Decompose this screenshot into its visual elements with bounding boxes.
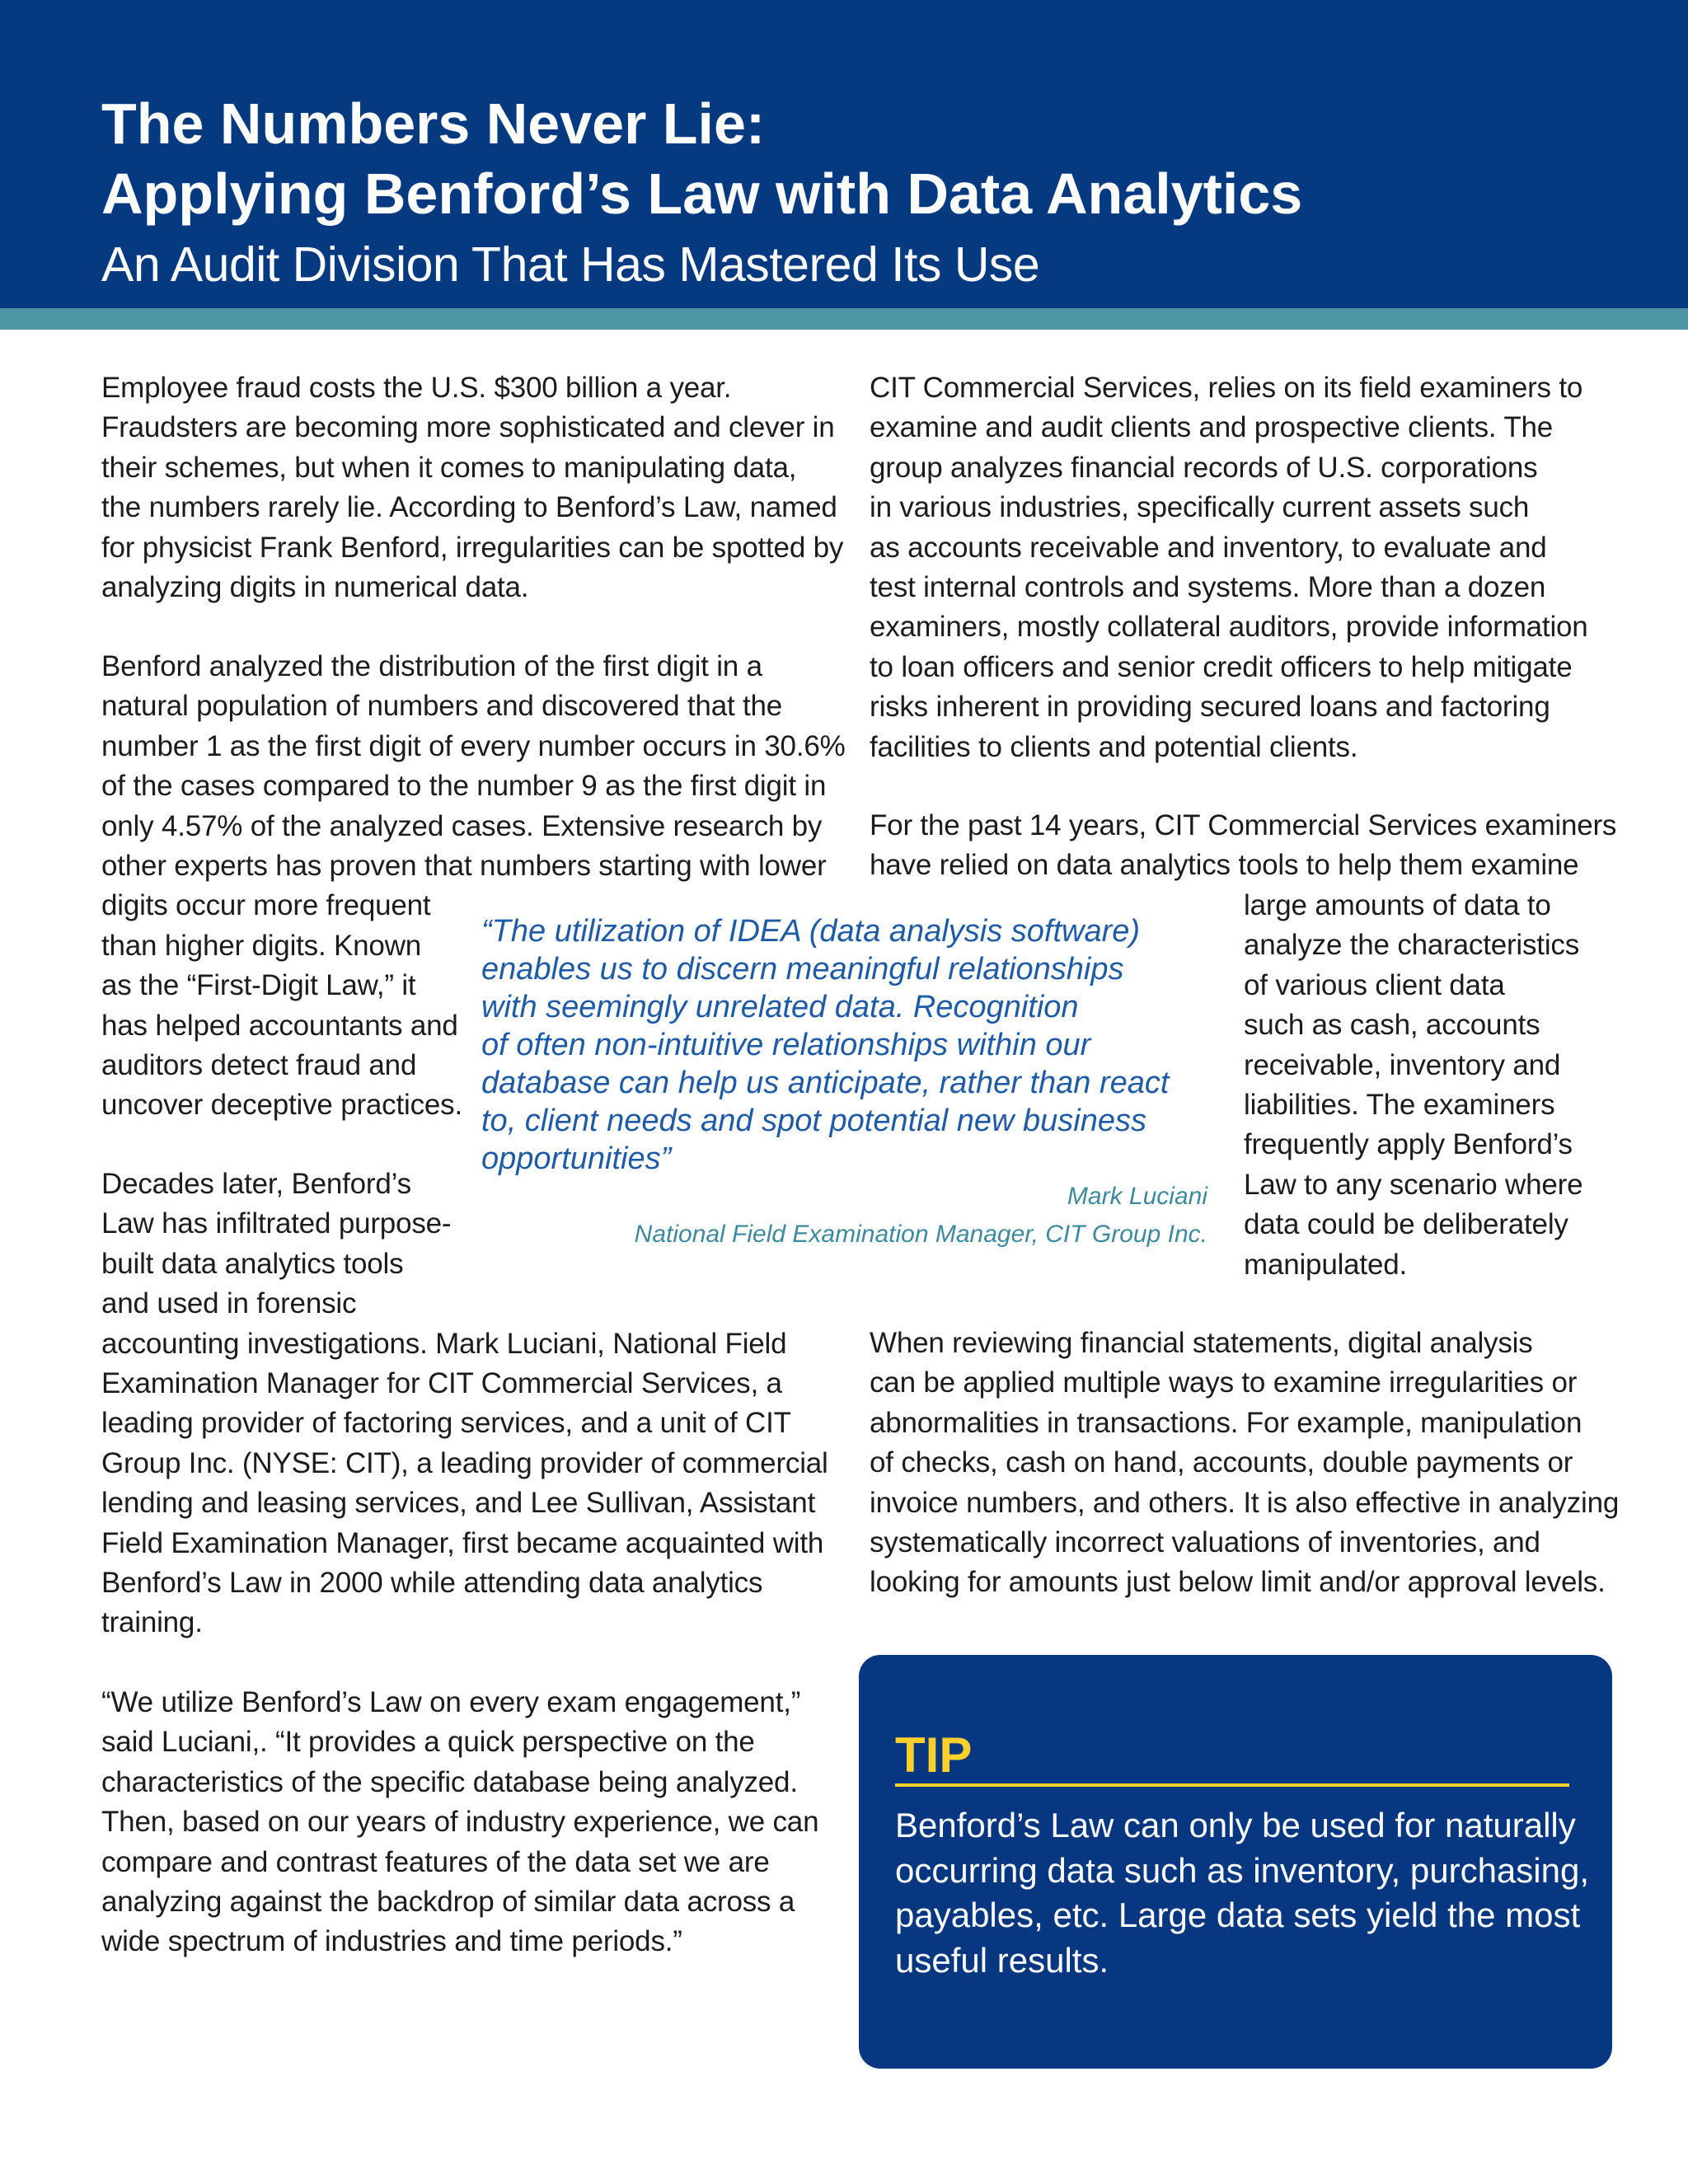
quote-attribution-title: National Field Examination Manager, CIT Group Inc. — [634, 1221, 1207, 1248]
right-paragraph-3: When reviewing financial statements, digital analysis can be applied multiple ways to examine irregularities or abnormalities in transactions. For example, manipulation of checks, cash on hand, accounts, double payments or invoice numbers, and others. It is also effective in analyzing systematically incorrect valuations of inventories, and looking for amounts just below limit and/or approval levels. — [870, 1327, 1620, 1599]
left-paragraph-3: Decades later, Benford’s Law has infiltrated purpose- built data analytics tools and used in forensic accounting investigations. Mark Luciani, National Field Examination Manager for CIT Commercial Services, a leading provider of factoring services, and a unit of CIT Group Inc. (NYSE: CIT), a leading provider of commercial lending and leasing services, and Lee Sullivan, Assistant Field Examination Manager, first became acquainted with Benford’s Law in 2000 while attending data analytics training. — [101, 1168, 828, 1639]
pull-quote: “The utilization of IDEA (data analysis software) enables us to discern meaningful relationships with seemingly unrelated data. Recognition of often non-intuitive relationships within our database can help us anticipate, rather than react to, client needs and spot potential new business opportunities” — [481, 914, 1170, 1176]
left-paragraph-4: “We utilize Benford’s Law on every exam engagement,” said Luciani,. “It provides a quick perspective on the characteristics of the specific database being analyzed. Then, based on our years of industry experience, we can compare and contrast features of the data set we are analyzing against the backdrop of similar data across a wide spectrum of industries and time periods.” — [101, 1686, 819, 1958]
right-paragraph-2-lead: For the past 14 years, CIT Commercial Services examiners have relied on data analytics tools to help them examine — [870, 809, 1617, 882]
header-banner — [0, 0, 1688, 308]
quote-attribution-name: Mark Luciani — [1067, 1183, 1207, 1210]
left-paragraph-1: Employee fraud costs the U.S. $300 billion a year. Fraudsters are becoming more sophisticated and clever in their schemes, but when it comes to manipulating data, the numbers rarely lie. According to Benford’s Law, named for physicist Frank Benford, irregularities can be spotted by analyzing digits in numerical data. — [101, 372, 844, 604]
left-paragraph-2: Benford analyzed the distribution of the first digit in a natural population of numbers and discovered that the number 1 as the first digit of every number occurs in 30.6% of the cases compared to the number 9 as the first digit in only 4.57% of the analyzed cases. Extensive research by other experts has proven that numbers starting with lower digits occur more frequent than higher digits. Known as the “First-Digit Law,” it has helped accountants and auditors detect fraud and uncover deceptive practices. — [101, 650, 846, 1122]
page-title-line-2: Applying Benford’s Law with Data Analytics — [101, 162, 1303, 226]
right-paragraph-1: CIT Commercial Services, relies on its field examiners to examine and audit clients and prospective clients. The group analyzes financial records of U.S. corporations in various industries, specifically current assets such as accounts receivable and inventory, to evaluate and test internal controls and systems. More than a dozen examiners, mostly collateral auditors, provide information to loan officers and senior credit officers to help mitigate risks inherent in providing secured loans and factoring facilities to clients and potential clients. — [870, 372, 1588, 763]
tip-heading: TIP — [895, 1727, 973, 1783]
tip-box — [859, 1655, 1612, 2069]
right-paragraph-2-side: large amounts of data to analyze the characteristics of various client data such as cash, accounts receivable, inventory and liabilities. The examiners frequently apply Benford’s Law to any scenario where data could be deliberately manipulated. — [1244, 889, 1583, 1281]
tip-text: Benford’s Law can only be used for naturally occurring data such as inventory, purchasing, payables, etc. Large data sets yield the most useful results. — [895, 1806, 1590, 1980]
page-title-line-1: The Numbers Never Lie: — [101, 91, 766, 156]
header-accent-stripe — [0, 308, 1688, 330]
tip-divider — [895, 1783, 1569, 1787]
page-subtitle: An Audit Division That Has Mastered Its Use — [101, 237, 1040, 292]
